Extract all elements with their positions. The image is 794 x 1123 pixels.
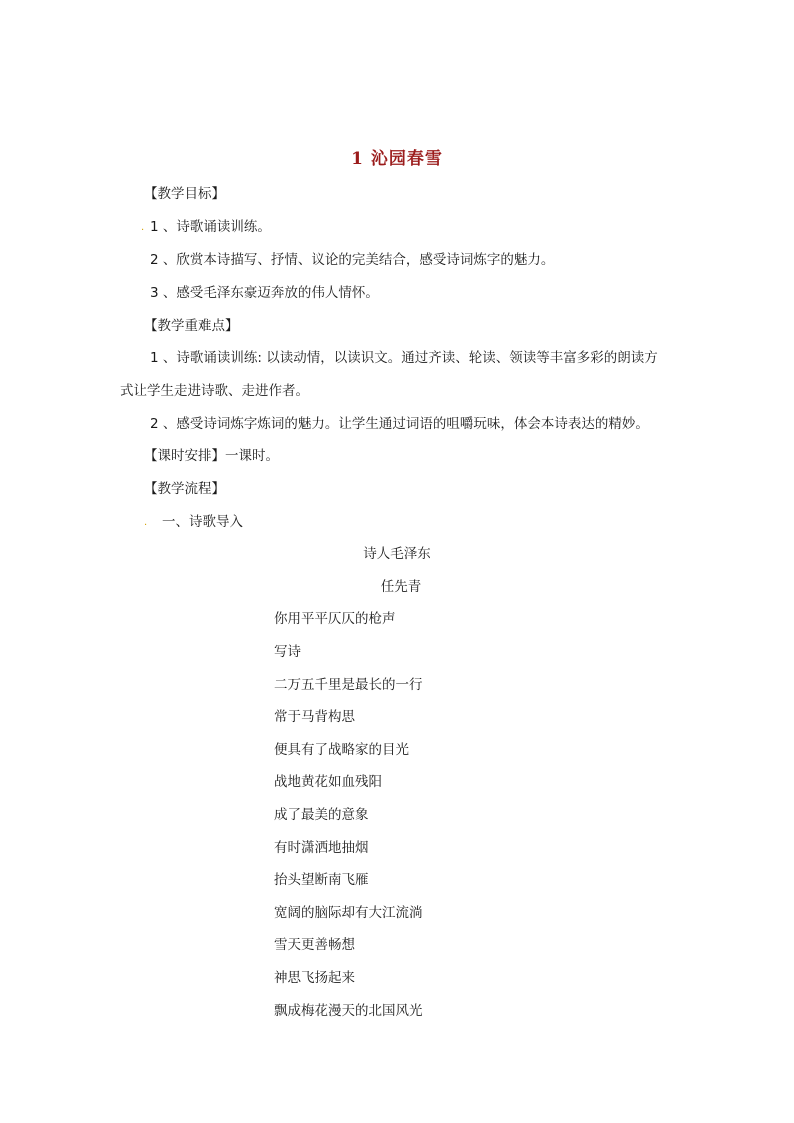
process-heading: 【教学流程】 bbox=[144, 481, 225, 497]
key-point-1-line-2: 式让学生走进诗歌、走进作者。 bbox=[120, 383, 309, 399]
key-point-1-line-1: 1 、诗歌诵读训练: 以读动情，以读识文。通过齐读、轮读、领读等丰富多彩的朗读方 bbox=[150, 350, 658, 366]
poem-line: 宽阔的脑际却有大江流淌 bbox=[274, 905, 423, 921]
goal-item-1: 1 、诗歌诵读训练。 bbox=[150, 219, 271, 235]
goals-heading: 【教学目标】 bbox=[144, 186, 225, 202]
key-points-heading: 【教学重难点】 bbox=[144, 318, 239, 334]
poem-title: 诗人毛泽东 bbox=[363, 546, 431, 562]
goal-item-2: 2 、欣赏本诗描写、抒情、议论的完美结合，感受诗词炼字的魅力。 bbox=[150, 252, 555, 268]
bullet-mark: . bbox=[144, 517, 148, 528]
poem-line: 成了最美的意象 bbox=[274, 807, 369, 823]
poem-line: 雪天更善畅想 bbox=[274, 937, 355, 953]
key-point-2: 2 、感受诗词炼字炼词的魅力。让学生通过词语的咀嚼玩味，体会本诗表达的精妙。 bbox=[150, 416, 649, 432]
page-title: 1 沁园春雪 bbox=[351, 149, 443, 169]
poem-line: 有时潇洒地抽烟 bbox=[274, 840, 369, 856]
poem-line: 常于马背构思 bbox=[274, 709, 355, 725]
poem-line: 战地黄花如血残阳 bbox=[274, 774, 382, 790]
poem-author: 任先青 bbox=[380, 579, 422, 595]
poem-line: 二万五千里是最长的一行 bbox=[274, 677, 423, 693]
poem-line: 便具有了战略家的目光 bbox=[274, 742, 409, 758]
poem-line: 飘成梅花漫天的北国风光 bbox=[274, 1003, 423, 1019]
section-heading-1: 一、诗歌导入 bbox=[162, 514, 243, 530]
bullet-mark: . bbox=[141, 222, 145, 233]
poem-line: 抬头望断南飞雁 bbox=[274, 872, 369, 888]
poem-line: 写诗 bbox=[274, 644, 301, 660]
poem-line: 你用平平仄仄的枪声 bbox=[274, 611, 396, 627]
goal-item-3: 3 、感受毛泽东豪迈奔放的伟人情怀。 bbox=[150, 285, 379, 301]
schedule-line: 【课时安排】一课时。 bbox=[144, 448, 279, 464]
poem-line: 神思飞扬起来 bbox=[274, 970, 355, 986]
